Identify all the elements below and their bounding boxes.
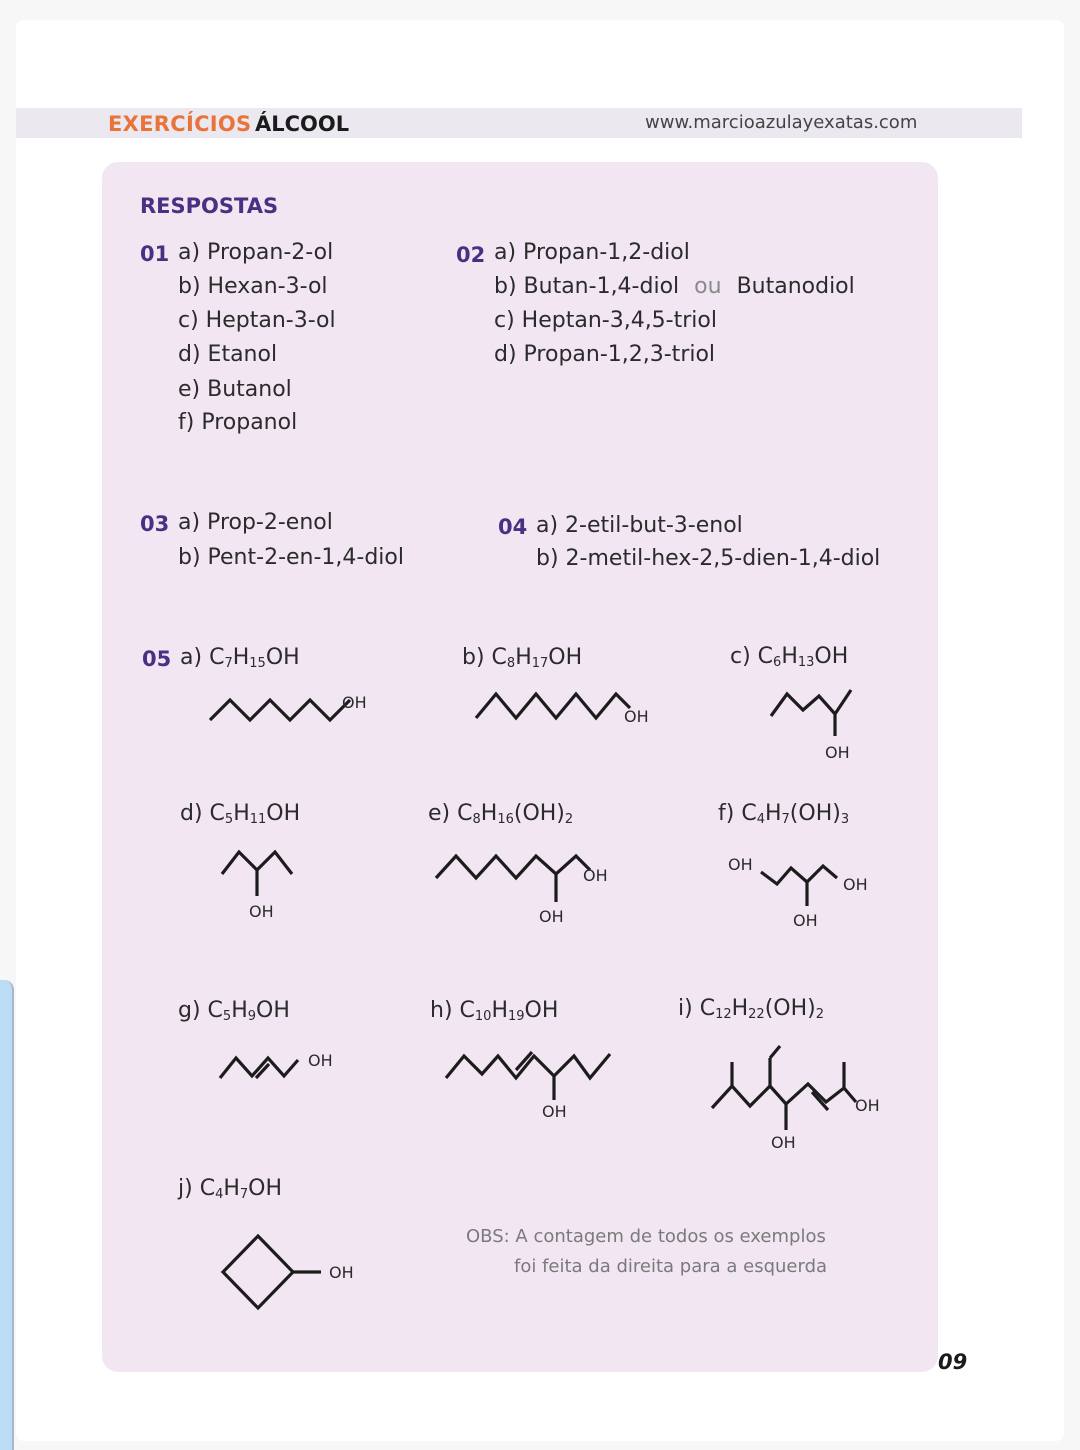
q05-e-formula: e) $C_8H_{16}(OH)_2$ <box>428 801 574 827</box>
svg-text:OH: OH <box>793 911 818 930</box>
question-number-02: 02 <box>456 243 486 267</box>
q05-j-formula: j) $C_4H_7OH$ <box>178 1176 283 1202</box>
svg-text:OH: OH <box>308 1051 333 1070</box>
q05-i-structure <box>700 1040 900 1160</box>
q01-answer-d: d) Etanol <box>178 342 278 367</box>
question-number-03: 03 <box>140 512 170 536</box>
q05-b-formula: b) $C_8H_{17}OH$ <box>462 645 583 671</box>
q02-answer-b <box>494 274 855 299</box>
q05-i-formula: i) $C_{12}H_{22}(OH)_2$ <box>678 996 825 1022</box>
question-number-01: 01 <box>140 242 170 266</box>
svg-text:OH: OH <box>539 907 564 926</box>
header-title-exercicios: EXERCÍCIOS <box>108 112 252 136</box>
q04-answer-a: a) 2-etil-but-3-enol <box>536 513 743 538</box>
q04-answer-b: b) 2-metil-hex-2,5-dien-1,4-diol <box>536 546 881 571</box>
svg-text:OH: OH <box>855 1096 880 1115</box>
q05-f-structure <box>725 848 895 938</box>
q02-answer-b-main: b) Butan-1,4-diol <box>494 274 680 299</box>
svg-text:OH: OH <box>771 1133 796 1152</box>
q05-j-structure <box>215 1230 375 1320</box>
obs-line-2: foi feita da direita para a esquerda <box>514 1256 828 1277</box>
svg-text:OH: OH <box>542 1102 567 1121</box>
svg-text:OH: OH <box>583 866 608 885</box>
svg-text:OH: OH <box>342 693 367 712</box>
question-number-04: 04 <box>498 515 528 539</box>
question-number-05: 05 <box>142 647 172 671</box>
svg-text:OH: OH <box>843 875 868 894</box>
q02-answer-c: c) Heptan-3,4,5-triol <box>494 308 717 333</box>
q05-c-structure <box>765 680 875 770</box>
q02-connector-ou: ou <box>694 274 722 299</box>
q05-c-formula: c) $C_6H_{13}OH$ <box>730 644 849 670</box>
q05-d-structure <box>215 840 315 930</box>
q05-g-structure <box>212 1040 362 1100</box>
svg-text:OH: OH <box>329 1263 354 1282</box>
svg-text:OH: OH <box>624 707 649 726</box>
q02-answer-a: a) Propan-1,2-diol <box>494 240 690 265</box>
svg-text:OH: OH <box>728 855 753 874</box>
q05-a-structure <box>200 680 400 740</box>
obs-line-1: OBS: A contagem de todos os exemplos <box>466 1226 826 1247</box>
q01-answer-e: e) Butanol <box>178 377 292 402</box>
q01-answer-a: a) Propan-2-ol <box>178 240 334 265</box>
q05-e-structure <box>428 840 628 930</box>
q02-answer-b-alt: Butanodiol <box>736 274 855 299</box>
q03-answer-b: b) Pent-2-en-1,4-diol <box>178 545 404 570</box>
answers-heading: RESPOSTAS <box>140 194 279 218</box>
q05-g-formula: g) $C_5H_9OH$ <box>178 998 290 1024</box>
q01-answer-c: c) Heptan-3-ol <box>178 308 336 333</box>
q03-answer-a: a) Prop-2-enol <box>178 510 333 535</box>
q05-b-structure <box>470 680 690 740</box>
header-title-alcool: ÁLCOOL <box>255 112 350 136</box>
q05-d-formula: d) $C_5H_{11}OH$ <box>180 801 301 827</box>
page-number: 09 <box>938 1350 968 1374</box>
svg-text:OH: OH <box>249 902 274 921</box>
q05-f-formula: f) $C_4H_7(OH)_3$ <box>718 801 850 827</box>
q02-answer-d: d) Propan-1,2,3-triol <box>494 342 716 367</box>
svg-text:OH: OH <box>825 743 850 762</box>
q01-answer-f: f) Propanol <box>178 410 298 435</box>
q05-h-structure <box>438 1040 628 1130</box>
q05-a-formula: a) $C_7H_{15}OH$ <box>180 645 300 671</box>
q01-answer-b: b) Hexan-3-ol <box>178 274 328 299</box>
q05-h-formula: h) $C_{10}H_{19}OH$ <box>430 998 559 1024</box>
header-url: www.marcioazulayexatas.com <box>645 112 918 133</box>
side-panel-handle[interactable] <box>0 980 14 1450</box>
